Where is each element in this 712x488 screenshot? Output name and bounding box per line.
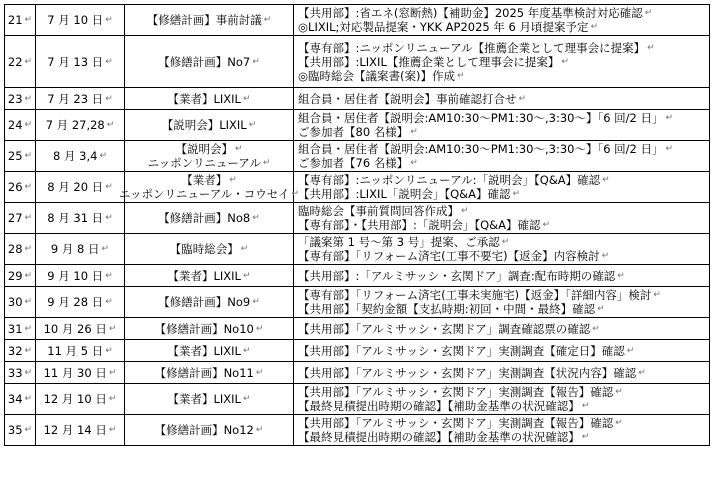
row-number-cell bbox=[5, 415, 36, 445]
cell-text: 【共用部】「アルミサッシ・玄関ドア」実測調査【状況内容】確認 bbox=[298, 365, 637, 380]
cell-text: 【修繕計画】No7 bbox=[158, 54, 251, 69]
item-cell bbox=[125, 318, 294, 339]
return-mark-icon: ↵ bbox=[263, 15, 272, 25]
return-mark-icon: ↵ bbox=[24, 345, 33, 356]
return-mark-icon: ↵ bbox=[108, 367, 117, 378]
content-cell bbox=[294, 5, 710, 35]
content-cell bbox=[294, 110, 710, 140]
content-cell bbox=[294, 415, 710, 445]
cell-text: 7 月 13 日 bbox=[47, 54, 104, 69]
return-mark-icon: ↵ bbox=[242, 345, 251, 356]
cell-text: 9 月 8 日 bbox=[50, 242, 100, 256]
cell-text: 【業者】LIXIL bbox=[167, 268, 241, 283]
cell-text: 【修繕計画】No8 bbox=[158, 211, 251, 225]
return-mark-icon: ↵ bbox=[24, 244, 33, 254]
return-mark-icon: ↵ bbox=[518, 93, 527, 104]
return-mark-icon: ↵ bbox=[105, 93, 113, 104]
cell-text: 【業者】 bbox=[181, 173, 228, 187]
cell-text: 【共用部】「アルミサッシ・玄関ドア」調査確認票の確認 bbox=[298, 321, 591, 336]
cell-text: 11 月 5 日 bbox=[47, 343, 104, 358]
cell-text: 組合員・居住者【説明会:AM10:30～PM1:30～,3:30～】「6 回/2 日」 bbox=[298, 142, 664, 156]
row-number-cell bbox=[5, 36, 36, 87]
cell-text: 組合員・居住者【説明会:AM10:30～PM1:30～,3:30～】「6 回/2 日」 bbox=[298, 111, 664, 125]
cell-text: 8 月 3,4 bbox=[53, 149, 98, 163]
table-row bbox=[5, 172, 710, 203]
content-cell bbox=[294, 265, 710, 286]
cell-text: 28 bbox=[7, 242, 23, 256]
row-number-cell bbox=[5, 88, 36, 109]
item-cell bbox=[125, 234, 294, 264]
cell-text: 【共用部】「アルミサッシ・玄関ドア」実測調査【確定日】確認 bbox=[298, 343, 625, 358]
date-cell bbox=[36, 141, 125, 171]
return-mark-icon: ↵ bbox=[24, 323, 33, 334]
return-mark-icon: ↵ bbox=[242, 93, 251, 104]
return-mark-icon: ↵ bbox=[501, 237, 510, 247]
cell-text: 【修繕計画】No9 bbox=[158, 295, 251, 309]
item-cell bbox=[125, 36, 294, 87]
cell-text: ◎LIXIL;対応製品提案・YKK AP2025 年 6 月頃提案予定 bbox=[298, 20, 589, 34]
date-cell bbox=[36, 415, 125, 445]
cell-text: ご参加者【76 名様】 bbox=[298, 156, 409, 170]
return-mark-icon: ↵ bbox=[24, 213, 33, 223]
date-cell bbox=[36, 36, 125, 87]
cell-text: 12 月 14 日 bbox=[43, 423, 107, 437]
cell-text: 7 月 23 日 bbox=[47, 91, 104, 106]
cell-text: 25 bbox=[7, 149, 23, 163]
return-mark-icon: ↵ bbox=[229, 175, 237, 185]
return-mark-icon: ↵ bbox=[105, 345, 113, 356]
cell-text: 10 月 26 日 bbox=[43, 321, 107, 336]
cell-text: 【説明会】LIXIL bbox=[161, 118, 247, 132]
return-mark-icon: ↵ bbox=[255, 323, 264, 334]
content-cell bbox=[294, 172, 710, 202]
cell-text: 24 bbox=[7, 118, 23, 132]
item-cell bbox=[125, 384, 294, 414]
return-mark-icon: ↵ bbox=[602, 175, 610, 185]
cell-text: ニッポンリニューアル・コウセイ bbox=[119, 187, 290, 201]
return-mark-icon: ↵ bbox=[653, 290, 661, 300]
cell-text: ◎臨時総会【議案書(案)】作成 bbox=[298, 68, 456, 83]
cell-text: 【共用部】:LIXIL「説明会」【Q&A】確認 bbox=[298, 187, 511, 201]
return-mark-icon: ↵ bbox=[597, 304, 605, 314]
item-cell bbox=[125, 415, 294, 445]
row-number-cell bbox=[5, 287, 36, 317]
return-mark-icon: ↵ bbox=[581, 401, 590, 411]
cell-text: 【専有部】:ニッポンリニューアル【推薦企業として理事会に提案】 bbox=[298, 40, 646, 55]
cell-text: 【説明会】 bbox=[175, 142, 233, 156]
return-mark-icon: ↵ bbox=[615, 387, 623, 397]
table-row bbox=[5, 88, 710, 110]
cell-text: 【専有部】・【共用部】:「説明会」【Q&A】確認 bbox=[298, 218, 541, 232]
return-mark-icon: ↵ bbox=[24, 367, 33, 378]
return-mark-icon: ↵ bbox=[252, 297, 260, 307]
cell-text: 27 bbox=[7, 211, 23, 225]
return-mark-icon: ↵ bbox=[24, 182, 33, 192]
cell-text: 【最終見積提出時期の確認】【補助金基準の状況確認】 bbox=[298, 399, 580, 413]
cell-text: 【専有部】「リフォーム済宅(工事不要宅)【返金】内容検討 bbox=[298, 249, 600, 263]
return-mark-icon: ↵ bbox=[410, 158, 418, 168]
cell-text: 8 月 20 日 bbox=[47, 180, 104, 194]
cell-text: 22 bbox=[7, 54, 23, 69]
cell-text: 【修繕計画】No12 bbox=[154, 423, 254, 437]
cell-text: 【修繕計画】事前討議 bbox=[146, 13, 262, 27]
return-mark-icon: ↵ bbox=[665, 144, 674, 154]
cell-text: 12 月 10 日 bbox=[43, 392, 107, 406]
row-number-cell bbox=[5, 340, 36, 361]
cell-text: 【共用部】「アルミサッシ・玄関ドア」実測調査【報告】確認 bbox=[298, 385, 614, 399]
date-cell bbox=[36, 88, 125, 109]
return-mark-icon: ↵ bbox=[24, 15, 33, 25]
table-row bbox=[5, 234, 710, 265]
return-mark-icon: ↵ bbox=[105, 297, 113, 307]
cell-text: 「議案第 1 号～第 3 号」提案、ご承認 bbox=[298, 235, 500, 249]
return-mark-icon: ↵ bbox=[242, 270, 251, 281]
content-cell bbox=[294, 36, 710, 87]
return-mark-icon: ↵ bbox=[626, 345, 635, 356]
return-mark-icon: ↵ bbox=[108, 425, 117, 435]
table-row bbox=[5, 203, 710, 234]
cell-text: 7 月 27,28 bbox=[45, 118, 105, 132]
schedule-table bbox=[4, 4, 710, 446]
return-mark-icon: ↵ bbox=[234, 144, 243, 154]
cell-text: 7 月 10 日 bbox=[47, 13, 104, 27]
content-cell bbox=[294, 362, 710, 383]
content-cell bbox=[294, 141, 710, 171]
return-mark-icon: ↵ bbox=[99, 151, 107, 161]
return-mark-icon: ↵ bbox=[644, 8, 653, 18]
return-mark-icon: ↵ bbox=[512, 189, 521, 199]
return-mark-icon: ↵ bbox=[24, 270, 33, 281]
content-cell bbox=[294, 234, 710, 264]
date-cell bbox=[36, 110, 125, 140]
content-cell bbox=[294, 287, 710, 317]
cell-text: 【共用部】:LIXIL【推薦企業として理事会に提案】 bbox=[298, 54, 560, 69]
return-mark-icon: ↵ bbox=[101, 244, 110, 254]
cell-text: 26 bbox=[7, 180, 23, 194]
table-row bbox=[5, 5, 710, 36]
cell-text: 21 bbox=[7, 13, 23, 27]
date-cell bbox=[36, 265, 125, 286]
cell-text: 9 月 10 日 bbox=[47, 268, 104, 283]
cell-text: 35 bbox=[7, 423, 23, 437]
row-number-cell bbox=[5, 203, 36, 233]
cell-text: 34 bbox=[7, 392, 23, 406]
return-mark-icon: ↵ bbox=[24, 120, 33, 130]
cell-text: 9 月 28 日 bbox=[47, 295, 104, 309]
cell-text: 【共用部】:省エネ(窓断熱)【補助金】2025 年度基準検討対応確認 bbox=[298, 6, 643, 20]
content-cell bbox=[294, 384, 710, 414]
cell-text: 8 月 31 日 bbox=[47, 211, 104, 225]
date-cell bbox=[36, 5, 125, 35]
table-row bbox=[5, 384, 710, 415]
row-number-cell bbox=[5, 362, 36, 383]
return-mark-icon: ↵ bbox=[592, 323, 600, 334]
row-number-cell bbox=[5, 172, 36, 202]
return-mark-icon: ↵ bbox=[615, 418, 623, 428]
item-cell bbox=[125, 88, 294, 109]
cell-text: 組合員・居住者【説明会】事前確認打合せ bbox=[298, 91, 517, 106]
return-mark-icon: ↵ bbox=[105, 213, 113, 223]
date-cell bbox=[36, 203, 125, 233]
cell-text: 【共用部】「アルミサッシ・玄関ドア」実測調査【報告】確認 bbox=[298, 416, 614, 430]
row-number-cell bbox=[5, 384, 36, 414]
cell-text: 32 bbox=[7, 343, 23, 358]
return-mark-icon: ↵ bbox=[240, 244, 249, 254]
item-cell bbox=[125, 265, 294, 286]
cell-text: 【最終見積提出時期の確認】【補助金基準の状況確認】 bbox=[298, 430, 580, 444]
return-mark-icon: ↵ bbox=[106, 120, 115, 130]
row-number-cell bbox=[5, 318, 36, 339]
item-cell bbox=[125, 141, 294, 171]
cell-text: 【修繕計画】No11 bbox=[154, 365, 254, 380]
cell-text: 33 bbox=[7, 365, 23, 380]
return-mark-icon: ↵ bbox=[291, 189, 299, 199]
item-cell bbox=[125, 362, 294, 383]
date-cell bbox=[36, 384, 125, 414]
return-mark-icon: ↵ bbox=[242, 394, 251, 404]
cell-text: 【業者】LIXIL bbox=[167, 343, 241, 358]
item-cell bbox=[125, 203, 294, 233]
return-mark-icon: ↵ bbox=[252, 56, 260, 67]
date-cell bbox=[36, 318, 125, 339]
return-mark-icon: ↵ bbox=[581, 432, 590, 442]
cell-text: 臨時総会【事前質問回答作成】 bbox=[298, 204, 459, 218]
row-number-cell bbox=[5, 141, 36, 171]
table-row bbox=[5, 340, 710, 362]
table-row bbox=[5, 110, 710, 141]
return-mark-icon: ↵ bbox=[24, 151, 33, 161]
table-row bbox=[5, 415, 710, 446]
cell-text: 【業者】LIXIL bbox=[167, 91, 241, 106]
table-row bbox=[5, 36, 710, 88]
return-mark-icon: ↵ bbox=[665, 113, 674, 123]
return-mark-icon: ↵ bbox=[105, 182, 113, 192]
cell-text: 11 月 30 日 bbox=[43, 365, 107, 380]
return-mark-icon: ↵ bbox=[262, 158, 271, 168]
date-cell bbox=[36, 287, 125, 317]
return-mark-icon: ↵ bbox=[461, 206, 469, 216]
return-mark-icon: ↵ bbox=[647, 42, 655, 53]
return-mark-icon: ↵ bbox=[248, 120, 257, 130]
return-mark-icon: ↵ bbox=[24, 297, 33, 307]
item-cell bbox=[125, 340, 294, 361]
cell-text: ご参加者【80 名様】 bbox=[298, 125, 409, 139]
cell-text: 29 bbox=[7, 268, 23, 283]
content-cell bbox=[294, 340, 710, 361]
date-cell bbox=[36, 362, 125, 383]
cell-text: 30 bbox=[7, 295, 23, 309]
row-number-cell bbox=[5, 265, 36, 286]
table-row bbox=[5, 141, 710, 172]
return-mark-icon: ↵ bbox=[24, 394, 33, 404]
return-mark-icon: ↵ bbox=[252, 213, 260, 223]
return-mark-icon: ↵ bbox=[105, 56, 113, 67]
return-mark-icon: ↵ bbox=[105, 15, 113, 25]
return-mark-icon: ↵ bbox=[108, 394, 117, 404]
return-mark-icon: ↵ bbox=[255, 425, 264, 435]
cell-text: 【専有部】:ニッポンリニューアル:「説明会」【Q&A】確認 bbox=[298, 173, 601, 187]
item-cell bbox=[125, 287, 294, 317]
return-mark-icon: ↵ bbox=[255, 367, 264, 378]
row-number-cell bbox=[5, 5, 36, 35]
table-row bbox=[5, 265, 710, 287]
item-cell bbox=[125, 5, 294, 35]
content-cell bbox=[294, 88, 710, 109]
cell-text: 31 bbox=[7, 321, 23, 336]
cell-text: 【業者】LIXIL bbox=[167, 392, 241, 406]
return-mark-icon: ↵ bbox=[105, 270, 113, 281]
table-row bbox=[5, 362, 710, 384]
return-mark-icon: ↵ bbox=[410, 127, 418, 137]
content-cell bbox=[294, 203, 710, 233]
row-number-cell bbox=[5, 234, 36, 264]
return-mark-icon: ↵ bbox=[617, 270, 625, 281]
table-row bbox=[5, 287, 710, 318]
return-mark-icon: ↵ bbox=[638, 367, 646, 378]
return-mark-icon: ↵ bbox=[24, 93, 33, 104]
cell-text: 【修繕計画】No10 bbox=[154, 321, 254, 336]
row-number-cell bbox=[5, 110, 36, 140]
cell-text: 【共用部】「契約金額【支払時期:初回・中間・最終】確認 bbox=[298, 302, 596, 316]
date-cell bbox=[36, 340, 125, 361]
item-cell bbox=[125, 110, 294, 140]
cell-text: 【臨時総会】 bbox=[169, 242, 239, 256]
date-cell bbox=[36, 234, 125, 264]
table-row bbox=[5, 318, 710, 340]
return-mark-icon: ↵ bbox=[590, 22, 599, 32]
cell-text: ニッポンリニューアル bbox=[147, 156, 261, 170]
date-cell bbox=[36, 172, 125, 202]
return-mark-icon: ↵ bbox=[108, 323, 117, 334]
return-mark-icon: ↵ bbox=[24, 56, 33, 67]
return-mark-icon: ↵ bbox=[24, 425, 33, 435]
return-mark-icon: ↵ bbox=[457, 70, 465, 81]
return-mark-icon: ↵ bbox=[542, 220, 551, 230]
cell-text: 【専有部】「リフォーム済宅(工事未実施宅)【返金】「詳細内容」検討 bbox=[298, 288, 652, 302]
cell-text: 23 bbox=[7, 91, 23, 106]
content-cell bbox=[294, 318, 710, 339]
return-mark-icon: ↵ bbox=[561, 56, 569, 67]
return-mark-icon: ↵ bbox=[601, 251, 610, 261]
cell-text: 【共用部】:「アルミサッシ・玄関ドア」調査:配布時期の確認 bbox=[298, 268, 616, 283]
item-cell bbox=[119, 172, 299, 202]
